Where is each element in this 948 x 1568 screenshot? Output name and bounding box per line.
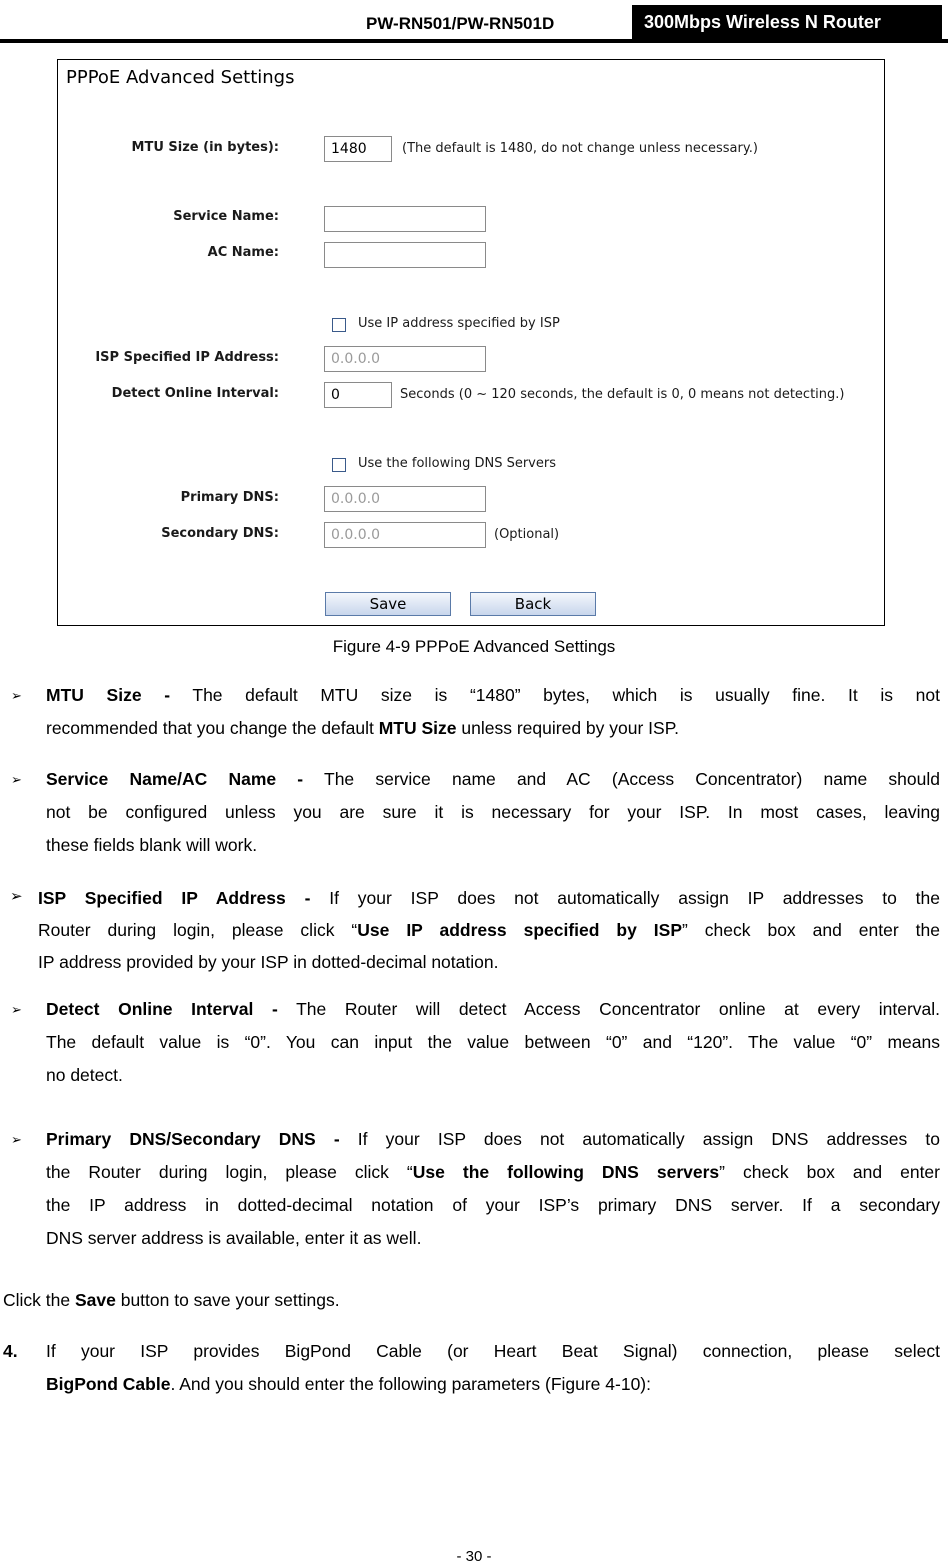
bullet-icon: ➢ xyxy=(11,1002,22,1017)
step-number: 4. xyxy=(3,1341,18,1361)
pppoe-settings-panel xyxy=(57,59,885,626)
header-product: 300Mbps Wireless N Router xyxy=(632,5,942,40)
back-button[interactable]: Back xyxy=(470,592,596,616)
detect-interval-input[interactable] xyxy=(324,382,392,408)
use-ip-checkbox-label: Use IP address specified by ISP xyxy=(358,316,560,331)
use-ip-checkbox[interactable] xyxy=(332,318,346,332)
isp-ip-description: ISP Specified IP Address - If your ISP does not automatically assign IP addresses to the Router during login, please click “Use IP address specified by ISP” check box and enter the IP address provided by your ISP in dotted-decimal notation. xyxy=(38,888,941,972)
mtu-input[interactable] xyxy=(324,136,392,162)
mtu-label: MTU Size (in bytes): xyxy=(131,140,279,155)
secondary-dns-label: Secondary DNS: xyxy=(161,526,279,541)
primary-dns-label: Primary DNS: xyxy=(180,490,279,505)
optional-note: (Optional) xyxy=(494,527,560,542)
mtu-description: MTU Size - The default MTU size is “1480” bytes, which is usually fine. It is not recommended that you change the default MTU Size unless required by your ISP. xyxy=(46,685,940,738)
page-number: - 30 - xyxy=(456,1548,492,1565)
service-name-description: Service Name/AC Name - The service name and AC (Access Concentrator) name should not be configured unless you are sure it is necessary for your ISP. In most cases, leaving these fields blank will work. xyxy=(46,769,940,855)
click-save-instruction: Click the Save button to save your settings. xyxy=(3,1290,340,1310)
isp-ip-label: ISP Specified IP Address: xyxy=(95,350,279,365)
detect-interval-label: Detect Online Interval: xyxy=(111,386,279,401)
bullet-icon: ➢ xyxy=(11,1132,22,1147)
detect-interval-description: Detect Online Interval - The Router will detect Access Concentrator online at every interval. The default value is “0”. You can input the value between “0” and “120”. The value “0” means no detect. xyxy=(46,999,941,1085)
secondary-dns-input[interactable] xyxy=(324,522,486,548)
step4-description: If your ISP provides BigPond Cable (or Heart Beat Signal) connection, please select BigPond Cable. And you should enter the following parameters (Figure 4-10): xyxy=(46,1341,940,1394)
ac-name-label: AC Name: xyxy=(207,245,279,260)
use-dns-checkbox-label: Use the following DNS Servers xyxy=(358,456,556,471)
bullet-icon: ➢ xyxy=(11,772,22,787)
save-button[interactable]: Save xyxy=(325,592,451,616)
header-model: PW-RN501/PW-RN501D xyxy=(366,14,555,33)
ac-name-input[interactable] xyxy=(324,242,486,268)
mtu-note: (The default is 1480, do not change unless necessary.) xyxy=(402,141,758,156)
service-name-input[interactable] xyxy=(324,206,486,232)
figure-caption: Figure 4-9 PPPoE Advanced Settings xyxy=(332,637,616,656)
detect-interval-note: Seconds (0 ~ 120 seconds, the default is 0, 0 means not detecting.) xyxy=(400,387,845,402)
use-dns-checkbox[interactable] xyxy=(332,458,346,472)
primary-dns-input[interactable] xyxy=(324,486,486,512)
service-name-label: Service Name: xyxy=(173,209,279,224)
header-rule xyxy=(0,39,948,43)
bullet-icon: ➢ xyxy=(11,688,22,703)
isp-ip-input[interactable] xyxy=(324,346,486,372)
panel-title: PPPoE Advanced Settings xyxy=(66,67,295,88)
dns-description: Primary DNS/Secondary DNS - If your ISP does not automatically assign DNS addresses to the Router during login, please click “Use the following DNS servers” check box and enter the IP address in dotted-decimal notation of your ISP’s primary DNS server. If a secondary DNS server address is available, enter it as well. xyxy=(46,1129,940,1248)
bullet-icon: ➢ xyxy=(10,888,23,905)
